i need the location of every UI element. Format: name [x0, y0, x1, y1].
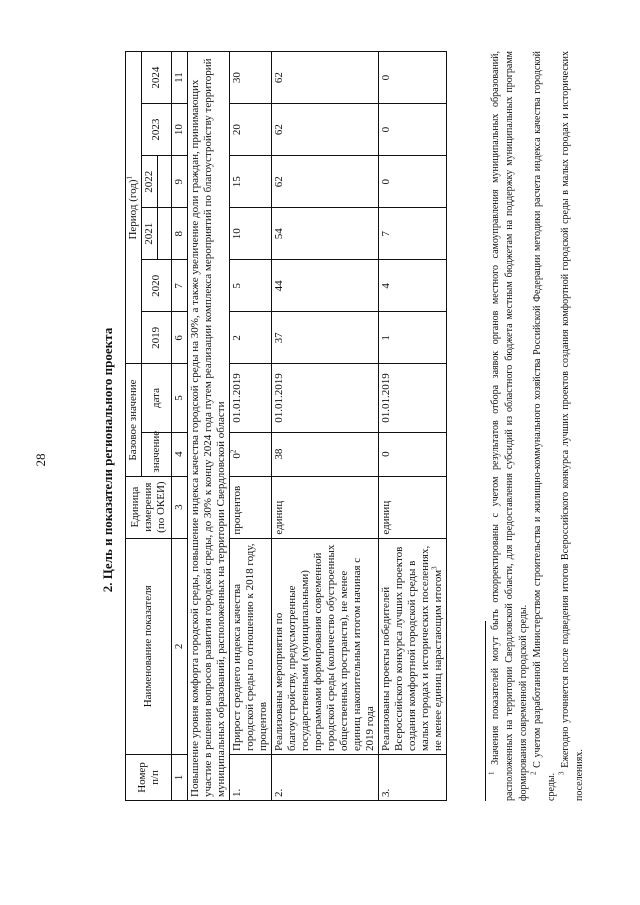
column-number: 5 [172, 364, 188, 432]
year-value: 5 [230, 260, 272, 312]
header-year: 2024 [142, 52, 172, 104]
header-year: 2020 [142, 260, 172, 312]
year-value: 44 [272, 260, 379, 312]
indicator-name [272, 538, 379, 754]
header-unit: Единица измерения (по ОКЕИ) [126, 476, 172, 538]
indicator-unit: процентов [230, 476, 272, 538]
row-num: 2. [272, 754, 379, 800]
header-year: 2022 [142, 156, 158, 208]
footnote-divider [485, 621, 486, 801]
page-number: 28 [33, 453, 48, 467]
year-value: 20 [230, 104, 272, 156]
base-value [272, 432, 379, 476]
base-value-text: 0 [380, 451, 392, 457]
table-row [379, 52, 447, 801]
year-value: 4 [379, 260, 447, 312]
footnote-text: Ежегодно уточняется после подведения итогов Всероссийского конкурса лучших проектов создания комфортной городской среды в малых городах и исторических поселениях. [560, 50, 585, 801]
indicator-name-text: Реализованы проекты победителей Всероссийского конкурса лучших проектов создания комфортной городской среды в малых городах и исторических поселениях, не менее единиц нарастающим итогом [380, 545, 444, 751]
indicator-name-text: Реализованы мероприятия по благоустройству, предусмотренные государственными (муниципальными) программами формирования современной городской среды (количество обустроенных общественных пространств), не менее единиц накопительным итогом начиная с 2019 года [273, 544, 376, 751]
year-value: 62 [272, 156, 379, 208]
column-number: 1 [172, 754, 188, 800]
header-name: Наименование показателя [126, 538, 172, 754]
header-base-value: значение [142, 432, 172, 476]
year-value: 30 [230, 52, 272, 104]
year-value: 0 [379, 104, 447, 156]
table-row [272, 52, 379, 801]
section-title: 2. Цель и показатели регионального проекта [100, 327, 115, 593]
column-number: 6 [172, 312, 188, 364]
header-base-date: дата [142, 364, 172, 432]
row-num: 3. [379, 754, 447, 800]
base-value-text: 38 [273, 448, 285, 460]
year-value: 0 [379, 156, 447, 208]
header-base: Базовое значение [126, 364, 142, 476]
row-num: 1. [230, 754, 272, 800]
column-number: 7 [172, 260, 188, 312]
footnote-text: С учетом разработанной Министерством строительства и жилищно-коммунального хозяйства Российской Федерации методики расчета индекса качества городской среды. [532, 50, 557, 801]
year-value: 15 [230, 156, 272, 208]
header-year: 2019 [142, 312, 172, 364]
footnote-mark: 3 [557, 771, 566, 775]
indicator-name [379, 538, 447, 754]
header-year: 2023 [142, 104, 172, 156]
base-date: 01.01.2019 [230, 364, 272, 432]
column-number: 8 [172, 208, 188, 260]
indicators-table [125, 51, 447, 801]
column-number: 2 [172, 538, 188, 754]
column-number: 10 [172, 104, 188, 156]
footnote-mark: 1 [487, 771, 496, 775]
column-number: 3 [172, 476, 188, 538]
indicator-name-text: Прирост среднего индекса качества городской среды по отношению к 2018 году, процентов [231, 543, 269, 751]
column-number-row [172, 52, 188, 801]
header-num: Номер п/п [126, 754, 172, 800]
year-value: 7 [379, 208, 447, 260]
column-number: 9 [172, 156, 188, 208]
column-number: 4 [172, 432, 188, 476]
indicator-unit: единиц [272, 476, 379, 538]
header-period-label: Период (год) [127, 179, 139, 240]
year-value: 37 [272, 312, 379, 364]
base-date: 01.01.2019 [272, 364, 379, 432]
base-value [379, 432, 447, 476]
column-number: 11 [172, 52, 188, 104]
footnote [531, 51, 559, 801]
footnote-text: Значения показателей могут быть откорректированы с учетом результатов отбора заявок органов местного самоуправления муниципальных образований, расположенных на территории Свердловской области, для предоставления субсидий из областного бюджета местным бюджетам на поддержку муниципальных программ формирования современной городской среды. [490, 50, 529, 801]
year-value: 54 [272, 208, 379, 260]
goal-row [188, 52, 230, 801]
year-value: 62 [272, 104, 379, 156]
footnotes [485, 51, 587, 801]
footnote-mark: 2 [529, 771, 538, 775]
year-value: 2 [230, 312, 272, 364]
year-value: 1 [379, 312, 447, 364]
indicator-name [230, 538, 272, 754]
rotated-page-content [30, 35, 620, 885]
header-year: 2021 [142, 208, 158, 260]
table-row [230, 52, 272, 801]
base-value-sup: 2 [229, 449, 238, 454]
footnote [489, 51, 531, 801]
footnote [559, 51, 587, 801]
base-date: 01.01.2019 [379, 364, 447, 432]
base-value [230, 432, 272, 476]
base-value-text: 0 [231, 453, 243, 459]
header-period [126, 52, 142, 364]
indicator-unit: единиц [379, 476, 447, 538]
year-value: 0 [379, 52, 447, 104]
year-value: 10 [230, 208, 272, 260]
header-period-sup: 1 [125, 175, 134, 180]
goal-text: Повышение уровня комфорта городской среды, повышение индекса качества городской среды на 30%, а также увеличение доли граждан, принимающих участие в решении вопросов развития городской среды, до 30% к концу 2024 года путем реализации комплекса мероприятий по благоустройству территорий муниципальных образований, расположенных на территории Свердловской области [188, 52, 230, 801]
indicator-name-sup: 3 [430, 566, 439, 570]
year-value: 62 [272, 52, 379, 104]
